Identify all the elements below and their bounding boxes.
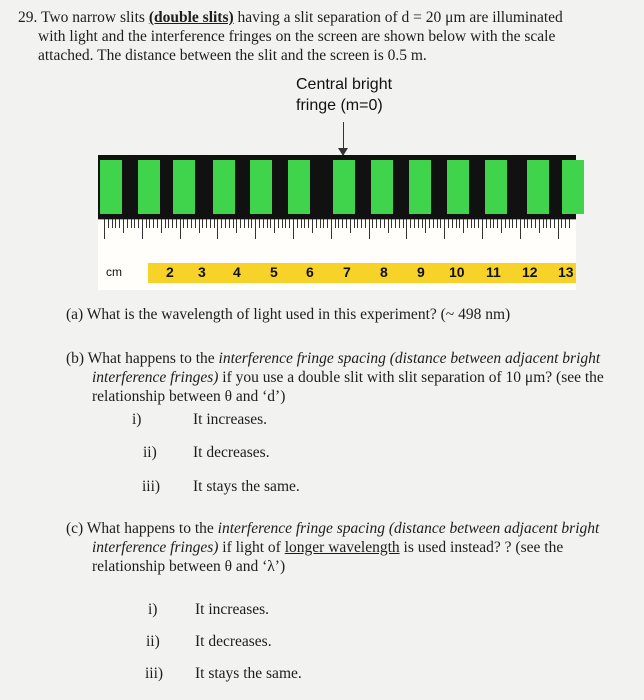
part-b-option-1-num: i) [132, 411, 142, 428]
bright-fringe [447, 160, 469, 214]
ruler-number: 6 [306, 264, 314, 280]
bright-fringe [562, 160, 584, 214]
ruler-tick [289, 219, 290, 228]
ruler-tick [157, 219, 158, 228]
ruler-tick [474, 219, 475, 228]
part-b-option-3-num: iii) [142, 478, 161, 495]
ruler-tick [274, 219, 275, 233]
ruler-tick [550, 219, 551, 228]
ruler-tick [331, 219, 332, 239]
part-b-option-3[interactable]: It stays the same. [193, 478, 300, 495]
ruler-tick [391, 219, 392, 228]
ruler-tick [357, 219, 358, 228]
ruler-tick [482, 219, 483, 239]
ruler-number: 9 [417, 264, 425, 280]
ruler-tick [282, 219, 283, 228]
ruler-tick [471, 219, 472, 228]
ruler-tick [448, 219, 449, 228]
part-b-option-2-num: ii) [143, 444, 157, 461]
ruler-number: 12 [522, 264, 538, 280]
question-line-1: 29. Two narrow slits (double slits) having a slit separation of d = 20 μm are illuminated [18, 9, 563, 26]
ruler-tick [361, 219, 362, 228]
ruler-tick [199, 219, 200, 233]
ruler-tick [543, 219, 544, 228]
ruler-tick [410, 219, 411, 228]
ruler-tick [422, 219, 423, 228]
ruler-tick [565, 219, 566, 228]
ruler-tick [429, 219, 430, 228]
ruler-tick [278, 219, 279, 228]
ruler-tick [369, 219, 370, 239]
ruler-tick [520, 219, 521, 239]
ruler-tick [509, 219, 510, 228]
part-b-line-3: relationship between θ and ‘d’) [92, 388, 286, 405]
ruler-tick [236, 219, 237, 233]
ruler-tick [437, 219, 438, 228]
ruler-tick [414, 219, 415, 228]
ruler-tick [505, 219, 506, 228]
ruler-tick [531, 219, 532, 228]
ruler-tick [108, 219, 109, 228]
bright-fringe [485, 160, 507, 214]
ruler-tick [535, 219, 536, 228]
ruler-tick [187, 219, 188, 228]
ruler-tick [497, 219, 498, 228]
ruler-number: 7 [343, 264, 351, 280]
ruler-tick [172, 219, 173, 228]
ruler-tick [403, 219, 404, 228]
bright-fringe [288, 160, 310, 214]
ruler-tick [312, 219, 313, 233]
ruler-tick [221, 219, 222, 228]
ruler-tick [180, 219, 181, 239]
ruler-tick [493, 219, 494, 228]
ruler-tick [335, 219, 336, 228]
ruler-unit-label: cm [106, 265, 122, 279]
ruler-number: 2 [166, 264, 174, 280]
ruler-tick [376, 219, 377, 228]
part-c-option-2-num: ii) [146, 633, 160, 650]
ruler-tick [263, 219, 264, 228]
bright-fringe [138, 160, 160, 214]
ruler-tick [539, 219, 540, 233]
ruler-tick [554, 219, 555, 228]
ruler-tick [558, 219, 559, 239]
ruler-tick [418, 219, 419, 228]
ruler-tick [365, 219, 366, 228]
part-b-line-2: interference fringes) if you use a double slit with slit separation of 10 μm? (see the [92, 369, 604, 386]
part-b-option-2[interactable]: It decreases. [193, 444, 270, 461]
ruler-tick [131, 219, 132, 228]
ruler-tick [259, 219, 260, 228]
question-line-2: with light and the interference fringes on the screen are shown below with the scale [38, 28, 556, 45]
bright-fringe [333, 160, 355, 214]
part-c-line-2: interference fringes) if light of longer wavelength is used instead? ? (see the [92, 539, 564, 556]
bright-fringe [213, 160, 235, 214]
bright-fringe [173, 160, 195, 214]
ruler-tick [327, 219, 328, 228]
ruler-tick [191, 219, 192, 228]
ruler-tick [233, 219, 234, 228]
ruler-tick [512, 219, 513, 228]
part-a-question: (a) What is the wavelength of light used in this experiment? (~ 498 nm) [66, 306, 511, 323]
ruler-number: 5 [270, 264, 278, 280]
part-c-option-3-num: iii) [145, 665, 164, 682]
ruler-tick [119, 219, 120, 228]
ruler-tick [569, 219, 570, 228]
ruler-tick [346, 219, 347, 228]
ruler-tick [486, 219, 487, 228]
ruler-tick [459, 219, 460, 228]
part-c-option-1-num: i) [148, 601, 158, 618]
ruler-tick [440, 219, 441, 228]
bright-fringe [100, 160, 122, 214]
ruler-tick [176, 219, 177, 228]
part-c-option-2[interactable]: It decreases. [195, 633, 272, 650]
ruler-tick [149, 219, 150, 228]
part-c-line-1: (c) What happens to the interference fringe spacing (distance between adjacent bright [66, 520, 600, 537]
ruler [98, 219, 576, 289]
ruler-number: 13 [558, 264, 574, 280]
ruler-tick [501, 219, 502, 233]
ruler-number: 3 [198, 264, 206, 280]
ruler-tick [217, 219, 218, 239]
ruler-tick [350, 219, 351, 233]
ruler-tick [210, 219, 211, 228]
bright-fringe [371, 160, 393, 214]
ruler-tick [524, 219, 525, 228]
ruler-tick [425, 219, 426, 233]
part-c-line-3: relationship between θ and ‘λ’) [92, 558, 286, 575]
part-a-answer: (~ 498 nm) [440, 306, 511, 323]
ruler-tick [527, 219, 528, 228]
ruler-tick [293, 219, 294, 239]
ruler-tick [255, 219, 256, 239]
ruler-tick [433, 219, 434, 228]
ruler-tick [206, 219, 207, 228]
ruler-tick [146, 219, 147, 228]
ruler-tick [251, 219, 252, 228]
ruler-tick [153, 219, 154, 228]
ruler-tick [138, 219, 139, 228]
question-number: 29. [18, 9, 38, 26]
ruler-tick [372, 219, 373, 228]
ruler-tick [142, 219, 143, 239]
ruler-tick [308, 219, 309, 228]
ruler-tick [225, 219, 226, 228]
ruler-number: 8 [380, 264, 388, 280]
ruler-tick [134, 219, 135, 228]
bright-fringe [409, 160, 431, 214]
longer-wavelength-term: longer wavelength [284, 539, 400, 556]
ruler-tick [165, 219, 166, 228]
ruler-tick [183, 219, 184, 228]
double-slits-term: (double slits) [148, 9, 234, 26]
ruler-tick [561, 219, 562, 228]
part-b-line-1: (b) What happens to the interference fringe spacing (distance between adjacent bright [66, 350, 601, 367]
central-fringe-label: Central bright fringe (m=0) [296, 76, 393, 114]
ruler-tick [395, 219, 396, 228]
bright-fringe [250, 160, 272, 214]
part-b-option-1[interactable]: It increases. [193, 411, 268, 428]
ruler-tick [248, 219, 249, 228]
ruler-tick [270, 219, 271, 228]
ruler-tick [323, 219, 324, 228]
ruler-tick [202, 219, 203, 228]
ruler-tick [516, 219, 517, 228]
ruler-tick [320, 219, 321, 228]
ruler-tick [244, 219, 245, 228]
ruler-tick [240, 219, 241, 228]
ruler-tick [115, 219, 116, 228]
ruler-tick [297, 219, 298, 228]
ruler-tick [161, 219, 162, 233]
ruler-tick [456, 219, 457, 228]
ruler-tick [406, 219, 407, 239]
ruler-tick [546, 219, 547, 228]
ruler-tick [267, 219, 268, 228]
bright-fringe [527, 160, 549, 214]
fringe-pattern [98, 155, 576, 219]
ruler-tick [463, 219, 464, 233]
ruler-tick [354, 219, 355, 228]
ruler-number: 4 [233, 264, 241, 280]
part-c-option-1[interactable]: It increases. [195, 601, 270, 618]
ruler-tick [168, 219, 169, 228]
ruler-number: 10 [449, 264, 465, 280]
ruler-tick [399, 219, 400, 228]
ruler-tick [380, 219, 381, 228]
ruler-tick [467, 219, 468, 228]
ruler-tick [195, 219, 196, 228]
ruler-tick [285, 219, 286, 228]
ruler-tick [388, 219, 389, 233]
ruler-tick [342, 219, 343, 228]
ruler-tick [384, 219, 385, 228]
ruler-number: 11 [486, 264, 501, 280]
ruler-tick [338, 219, 339, 228]
ruler-tick [316, 219, 317, 228]
ruler-tick [452, 219, 453, 228]
ruler-tick [127, 219, 128, 228]
ruler-scale-band [148, 263, 576, 283]
ruler-tick [123, 219, 124, 233]
ruler-tick [112, 219, 113, 228]
ruler-tick [490, 219, 491, 228]
ruler-tick [444, 219, 445, 239]
interference-figure [98, 74, 578, 290]
ruler-tick [214, 219, 215, 228]
ruler-tick [229, 219, 230, 228]
ruler-tick [478, 219, 479, 228]
ruler-tick [304, 219, 305, 228]
ruler-tick [104, 219, 105, 239]
part-c-option-3[interactable]: It stays the same. [195, 665, 302, 682]
question-line-3: attached. The distance between the slit and the screen is 0.5 m. [38, 47, 427, 64]
ruler-tick [301, 219, 302, 228]
